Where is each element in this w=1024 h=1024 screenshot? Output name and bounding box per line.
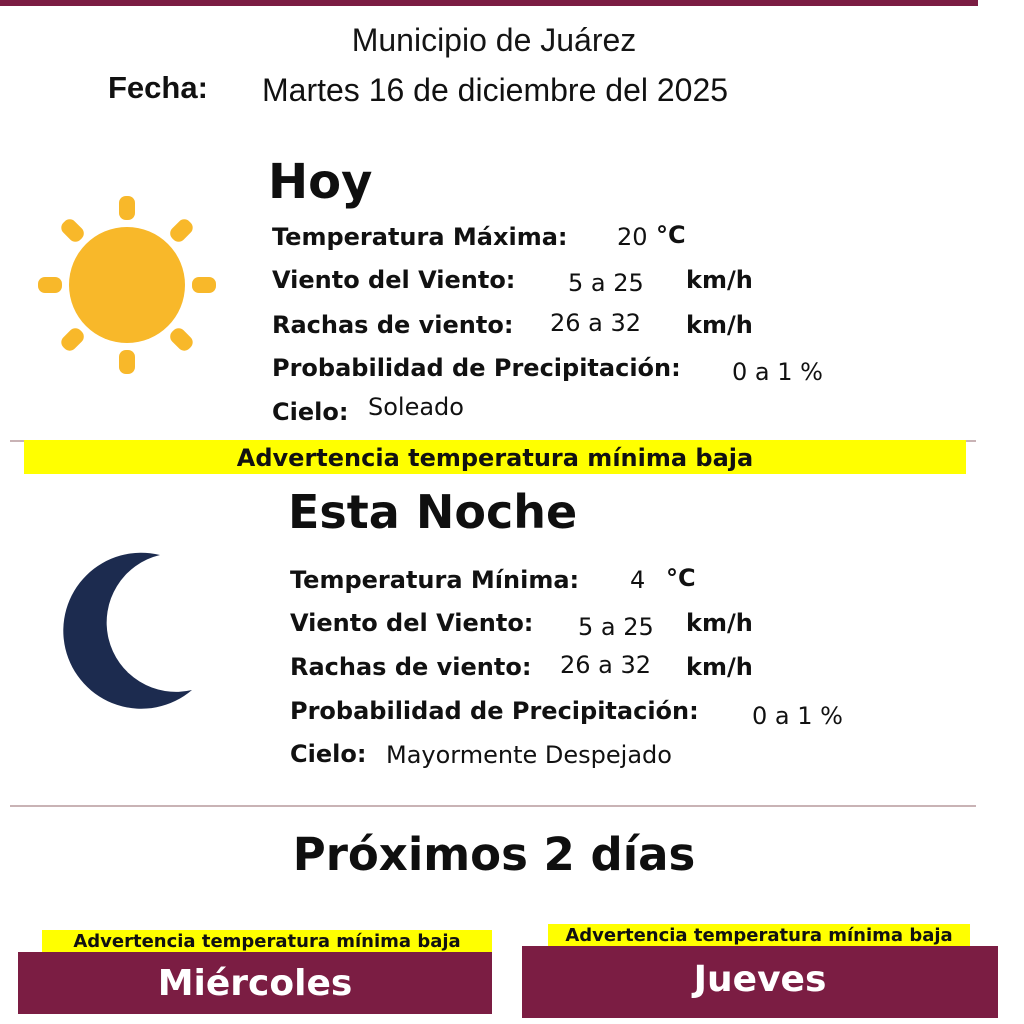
next-days-heading: Próximos 2 días	[292, 828, 696, 881]
today-sky-label: Cielo:	[272, 398, 349, 426]
tonight-wind-unit: km/h	[686, 609, 753, 637]
today-gusts-label: Rachas de viento:	[272, 311, 514, 339]
warning-banner-thursday: Advertencia temperatura mínima baja	[548, 924, 970, 946]
section-divider	[10, 805, 976, 807]
tonight-wind-label: Viento del Viento:	[290, 609, 534, 637]
today-wind-unit: km/h	[686, 266, 753, 294]
tonight-precip-label: Probabilidad de Precipitación:	[290, 697, 699, 725]
day-card-wednesday[interactable]: Miércoles	[18, 952, 492, 1014]
moon-icon	[60, 540, 210, 720]
tonight-min-temp-unit: °C	[666, 564, 696, 592]
tonight-gusts-label: Rachas de viento:	[290, 653, 532, 681]
today-precip-label: Probabilidad de Precipitación:	[272, 354, 681, 382]
today-max-temp-value: 20	[617, 223, 648, 251]
tonight-heading: Esta Noche	[288, 485, 578, 539]
warning-banner-wednesday: Advertencia temperatura mínima baja	[42, 930, 492, 952]
tonight-sky-value: Mayormente Despejado	[386, 741, 672, 769]
sun-icon	[34, 190, 220, 380]
today-gusts-value: 26 a 32	[550, 309, 642, 337]
today-max-temp-label: Temperatura Máxima:	[272, 223, 568, 251]
today-wind-label: Viento del Viento:	[272, 266, 516, 294]
tonight-min-temp-value: 4	[630, 566, 646, 594]
tonight-gusts-unit: km/h	[686, 653, 753, 681]
tonight-wind-value: 5 a 25	[578, 613, 654, 641]
tonight-sky-label: Cielo:	[290, 740, 367, 768]
tonight-min-temp-label: Temperatura Mínima:	[290, 566, 580, 594]
today-precip-value: 0 a 1 %	[732, 358, 823, 386]
warning-banner-today: Advertencia temperatura mínima baja	[24, 440, 966, 474]
date-value: Martes 16 de diciembre del 2025	[262, 72, 729, 108]
tonight-precip-value: 0 a 1 %	[752, 702, 843, 730]
municipality-title: Municipio de Juárez	[351, 22, 637, 58]
day-card-thursday[interactable]: Jueves	[522, 946, 998, 1018]
today-max-temp-unit: °C	[656, 221, 686, 249]
date-label: Fecha:	[108, 70, 208, 105]
tonight-gusts-value: 26 a 32	[560, 651, 652, 679]
today-sky-value: Soleado	[368, 393, 464, 421]
today-gusts-unit: km/h	[686, 311, 753, 339]
today-heading: Hoy	[268, 154, 373, 210]
top-accent-bar	[0, 0, 978, 6]
today-wind-value: 5 a 25	[568, 269, 644, 297]
